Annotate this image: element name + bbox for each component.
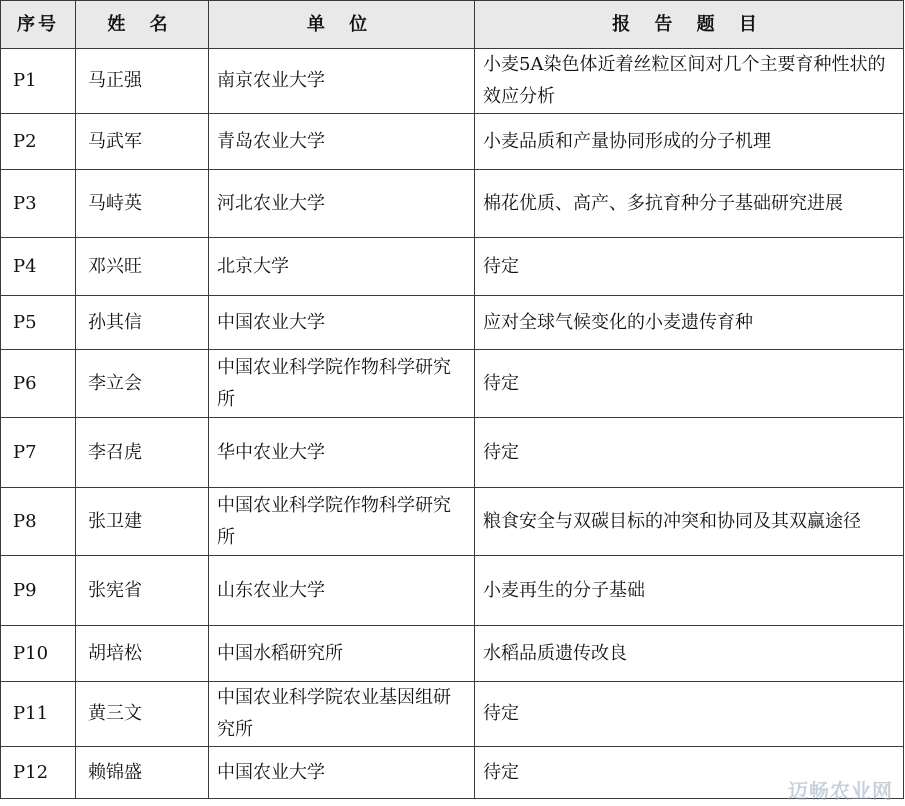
cell-topic: 待定 <box>475 418 904 488</box>
cell-topic: 待定 <box>475 682 904 747</box>
cell-name: 李立会 <box>76 350 209 418</box>
table-row <box>1 238 904 296</box>
cell-topic: 小麦再生的分子基础 <box>475 556 904 626</box>
cell-unit: 中国水稻研究所 <box>209 626 475 682</box>
table-header-row <box>1 1 904 49</box>
table-row <box>1 747 904 799</box>
cell-number: P11 <box>1 682 76 747</box>
table-row <box>1 682 904 747</box>
cell-topic: 小麦5A染色体近着丝粒区间对几个主要育种性状的效应分析 <box>475 49 904 114</box>
cell-number: P6 <box>1 350 76 418</box>
header-report-title: 报 告 题 目 <box>475 1 904 49</box>
cell-topic: 水稻品质遗传改良 <box>475 626 904 682</box>
table-row <box>1 488 904 556</box>
cell-unit: 中国农业科学院作物科学研究所 <box>209 488 475 556</box>
cell-unit: 山东农业大学 <box>209 556 475 626</box>
cell-number: P7 <box>1 418 76 488</box>
cell-number: P12 <box>1 747 76 799</box>
cell-unit: 中国农业大学 <box>209 296 475 350</box>
cell-name: 孙其信 <box>76 296 209 350</box>
table-row <box>1 296 904 350</box>
header-unit: 单 位 <box>209 1 475 49</box>
table-row <box>1 418 904 488</box>
cell-name: 赖锦盛 <box>76 747 209 799</box>
header-serial-number: 序号 <box>1 1 76 49</box>
cell-unit: 华中农业大学 <box>209 418 475 488</box>
cell-unit: 南京农业大学 <box>209 49 475 114</box>
cell-topic: 待定 <box>475 238 904 296</box>
cell-number: P10 <box>1 626 76 682</box>
cell-topic: 小麦品质和产量协同形成的分子机理 <box>475 114 904 170</box>
cell-number: P3 <box>1 170 76 238</box>
cell-topic: 棉花优质、高产、多抗育种分子基础研究进展 <box>475 170 904 238</box>
cell-unit: 中国农业科学院农业基因组研究所 <box>209 682 475 747</box>
site-watermark: 迈畅农业网 <box>788 779 893 803</box>
table-row <box>1 556 904 626</box>
cell-topic: 粮食安全与双碳目标的冲突和协同及其双赢途径 <box>475 488 904 556</box>
cell-name: 张宪省 <box>76 556 209 626</box>
cell-number: P1 <box>1 49 76 114</box>
cell-number: P4 <box>1 238 76 296</box>
cell-topic: 应对全球气候变化的小麦遗传育种 <box>475 296 904 350</box>
cell-number: P5 <box>1 296 76 350</box>
cell-name: 李召虎 <box>76 418 209 488</box>
header-name: 姓 名 <box>76 1 209 49</box>
cell-name: 马正强 <box>76 49 209 114</box>
cell-unit: 河北农业大学 <box>209 170 475 238</box>
cell-name: 胡培松 <box>76 626 209 682</box>
cell-name: 黄三文 <box>76 682 209 747</box>
table-row <box>1 114 904 170</box>
cell-topic: 待定 <box>475 350 904 418</box>
cell-name: 马峙英 <box>76 170 209 238</box>
cell-name: 张卫建 <box>76 488 209 556</box>
table-row <box>1 350 904 418</box>
table-row <box>1 170 904 238</box>
cell-topic: 待定 <box>475 747 904 799</box>
cell-unit: 中国农业大学 <box>209 747 475 799</box>
cell-number: P9 <box>1 556 76 626</box>
cell-number: P8 <box>1 488 76 556</box>
cell-unit: 中国农业科学院作物科学研究所 <box>209 350 475 418</box>
cell-unit: 北京大学 <box>209 238 475 296</box>
cell-name: 马武军 <box>76 114 209 170</box>
cell-number: P2 <box>1 114 76 170</box>
cell-name: 邓兴旺 <box>76 238 209 296</box>
cell-unit: 青岛农业大学 <box>209 114 475 170</box>
table-row <box>1 49 904 114</box>
table-row <box>1 626 904 682</box>
